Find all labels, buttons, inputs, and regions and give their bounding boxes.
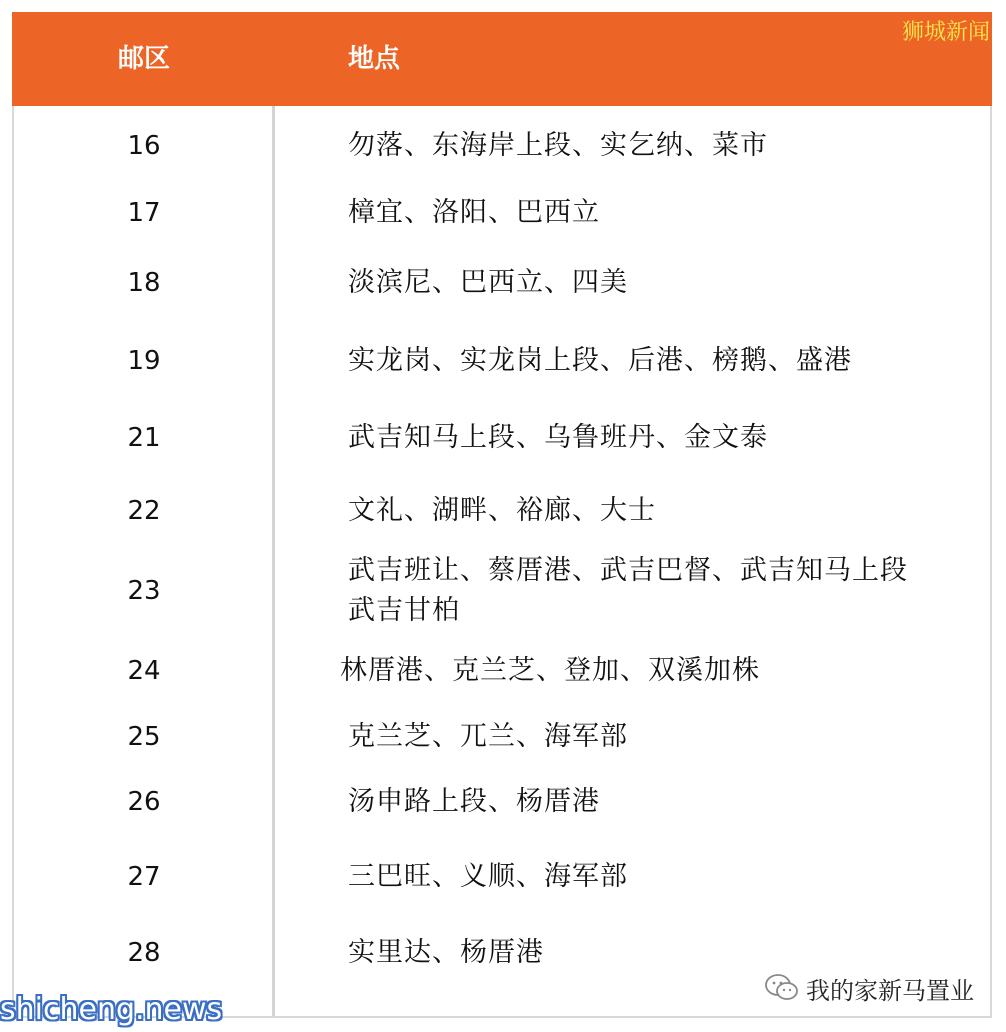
table-row [12, 341, 992, 381]
location-list: 实龙岗、实龙岗上段、后港、榜鹅、盛港 [348, 345, 852, 376]
location-list: 实里达、杨厝港 [348, 937, 544, 968]
location-list: 勿落、东海岸上段、实乞纳、菜市 [348, 130, 768, 161]
location-list: 淡滨尼、巴西立、四美 [348, 267, 628, 298]
wechat-account-name: 我的家新马置业 [806, 976, 974, 1005]
location-list: 文礼、湖畔、裕廊、大士 [348, 495, 656, 526]
location-list-continued: 武吉甘柏 [348, 595, 460, 626]
table-row [12, 857, 992, 897]
site-watermark: shicheng.news [0, 992, 223, 1027]
table-row [12, 933, 992, 973]
wechat-account-mark [764, 970, 974, 1006]
postal-code: 22 [127, 496, 161, 526]
watermark-label: 狮城新闻 [901, 20, 990, 45]
postal-code: 28 [127, 938, 161, 968]
header-location: 地点 [348, 44, 401, 74]
table-row [12, 782, 992, 822]
postal-code: 23 [127, 576, 161, 606]
postal-code: 27 [127, 862, 161, 892]
header-postal-district: 邮区 [117, 44, 170, 74]
postal-code: 26 [127, 787, 161, 817]
location-list: 武吉班让、蔡厝港、武吉巴督、武吉知马上段 [348, 555, 908, 586]
wechat-icon [764, 973, 800, 1003]
location-list: 武吉知马上段、乌鲁班丹、金文泰 [348, 422, 768, 453]
postal-code: 24 [127, 656, 161, 686]
postal-code: 25 [127, 722, 161, 752]
table-row [12, 193, 992, 233]
location-list: 三巴旺、义顺、海军部 [348, 861, 628, 892]
location-list: 樟宜、洛阳、巴西立 [348, 197, 600, 228]
table-row [12, 717, 992, 757]
postal-code: 17 [127, 198, 161, 228]
location-list: 汤申路上段、杨厝港 [348, 786, 600, 817]
location-list: 克兰芝、兀兰、海军部 [348, 721, 628, 752]
table-row [12, 418, 992, 458]
postal-code: 21 [127, 423, 161, 453]
table-row [12, 551, 992, 631]
location-list: 林厝港、克兰芝、登加、双溪加株 [340, 655, 760, 686]
postal-code: 19 [127, 346, 161, 376]
postal-code: 16 [127, 131, 161, 161]
table-row [12, 491, 992, 531]
postal-code: 18 [127, 268, 161, 298]
table-row [12, 651, 992, 691]
table-header [12, 12, 992, 106]
table-row [12, 263, 992, 303]
table-row [12, 126, 992, 166]
